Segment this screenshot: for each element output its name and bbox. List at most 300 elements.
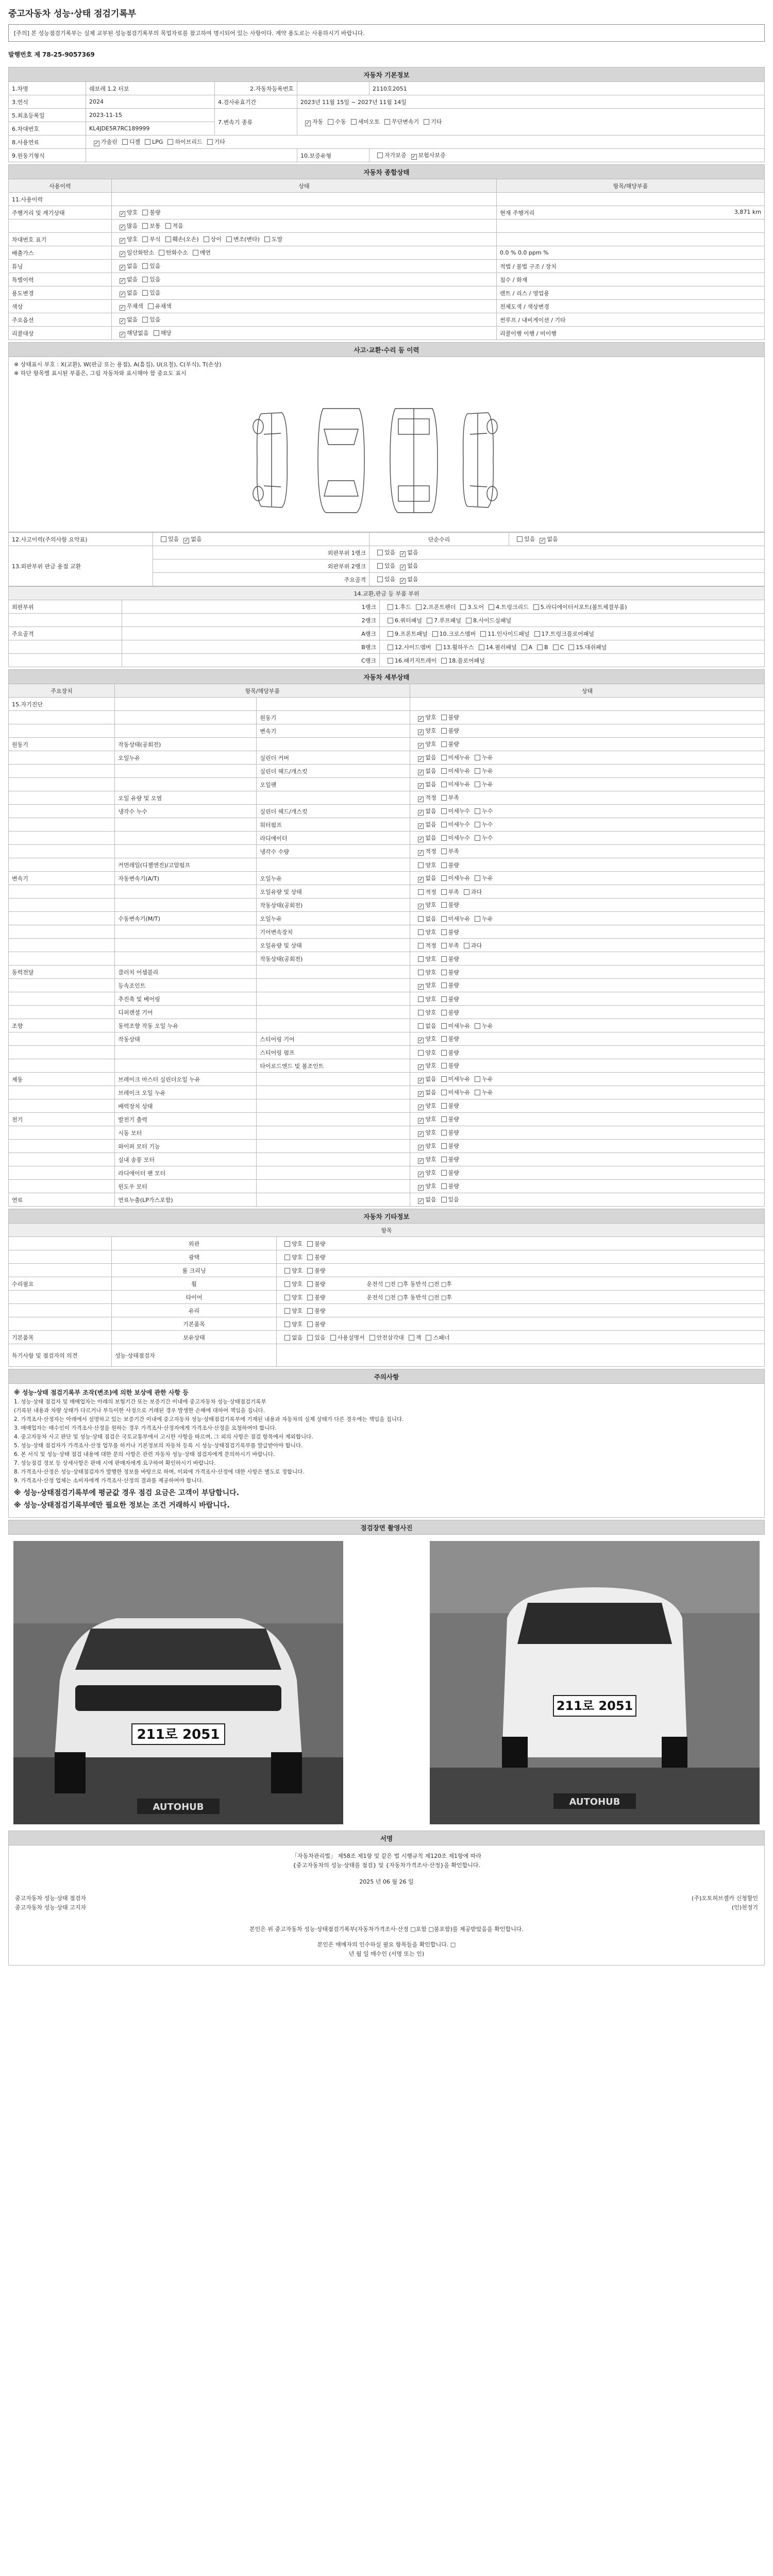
checkbox-icon[interactable] bbox=[418, 850, 424, 856]
checkbox-icon[interactable] bbox=[441, 916, 447, 922]
option-0[interactable]: ✓ 해당없음 bbox=[115, 330, 149, 336]
option-0[interactable]: 있음 bbox=[373, 549, 395, 556]
option-2[interactable]: 누유 bbox=[470, 768, 493, 774]
option-0[interactable]: 없음 bbox=[413, 1023, 436, 1029]
checkbox-icon[interactable] bbox=[183, 538, 189, 544]
option-0[interactable]: ✓ 가솔린 bbox=[89, 139, 117, 145]
checkbox-icon[interactable] bbox=[305, 121, 311, 126]
checkbox-icon[interactable] bbox=[351, 119, 357, 125]
checkbox-icon[interactable] bbox=[307, 1268, 313, 1274]
checkbox-icon[interactable] bbox=[441, 1090, 447, 1095]
checkbox-icon[interactable] bbox=[307, 1281, 313, 1287]
option-0[interactable]: ✓ 없음 bbox=[413, 1076, 436, 1082]
option-0[interactable]: ✓ 없음 bbox=[413, 835, 436, 841]
option-0[interactable]: 12.사이드멤버 bbox=[383, 644, 431, 651]
checkbox-icon[interactable] bbox=[534, 631, 540, 637]
checkbox-icon[interactable] bbox=[193, 250, 198, 256]
checkbox-icon[interactable] bbox=[475, 808, 480, 814]
checkbox-icon[interactable] bbox=[517, 536, 523, 542]
option-1[interactable]: ✓ 보험사보증 bbox=[407, 152, 446, 159]
checkbox-icon[interactable] bbox=[418, 1064, 424, 1070]
option-1[interactable]: 불량 bbox=[436, 1009, 459, 1016]
checkbox-icon[interactable] bbox=[388, 645, 393, 650]
checkbox-icon[interactable] bbox=[307, 1241, 313, 1247]
checkbox-icon[interactable] bbox=[418, 1118, 424, 1124]
checkbox-icon[interactable] bbox=[441, 956, 447, 962]
checkbox-icon[interactable] bbox=[441, 943, 447, 948]
checkbox-icon[interactable] bbox=[307, 1255, 313, 1260]
option-1[interactable]: 있음 bbox=[138, 316, 160, 323]
checkbox-icon[interactable] bbox=[377, 152, 383, 158]
option-3[interactable]: 상이 bbox=[199, 236, 222, 243]
option-0[interactable]: 양호 bbox=[413, 929, 436, 936]
option-0[interactable]: ✓ 없음 bbox=[115, 290, 138, 296]
checkbox-icon[interactable] bbox=[94, 141, 99, 146]
checkbox-icon[interactable] bbox=[284, 1268, 290, 1274]
option-1[interactable]: ✓ 없음 bbox=[395, 576, 418, 583]
option-1[interactable]: 불량 bbox=[303, 1294, 325, 1301]
checkbox-icon[interactable] bbox=[441, 1183, 447, 1189]
checkbox-icon[interactable] bbox=[226, 236, 232, 242]
option-0[interactable]: 있음 bbox=[512, 536, 535, 543]
checkbox-icon[interactable] bbox=[441, 996, 447, 1002]
checkbox-icon[interactable] bbox=[553, 645, 559, 650]
option-0[interactable]: 양호 bbox=[413, 1009, 436, 1016]
checkbox-icon[interactable] bbox=[161, 536, 166, 542]
checkbox-icon[interactable] bbox=[411, 154, 417, 160]
option-0[interactable]: ✓ 양호 bbox=[413, 741, 436, 748]
checkbox-icon[interactable] bbox=[142, 223, 148, 229]
checkbox-icon[interactable] bbox=[120, 265, 125, 270]
checkbox-icon[interactable] bbox=[416, 604, 422, 610]
checkbox-icon[interactable] bbox=[424, 119, 429, 125]
option-1[interactable]: 탄화수소 bbox=[154, 249, 188, 256]
checkbox-icon[interactable] bbox=[159, 250, 164, 256]
option-1[interactable]: 불량 bbox=[303, 1267, 325, 1274]
option-0[interactable]: ✓ 없음 bbox=[413, 1196, 436, 1203]
checkbox-icon[interactable] bbox=[145, 139, 150, 145]
option-0[interactable]: ✓ 적정 bbox=[413, 794, 436, 801]
checkbox-icon[interactable] bbox=[418, 943, 424, 948]
option-1[interactable]: 18.플로어패널 bbox=[436, 657, 485, 664]
checkbox-icon[interactable] bbox=[418, 1158, 424, 1164]
checkbox-icon[interactable] bbox=[441, 782, 447, 787]
checkbox-icon[interactable] bbox=[418, 823, 424, 829]
checkbox-icon[interactable] bbox=[441, 1076, 447, 1082]
option-1[interactable]: 미세누유 bbox=[436, 1089, 470, 1096]
option-2[interactable]: 세미오토 bbox=[346, 118, 380, 125]
checkbox-icon[interactable] bbox=[441, 929, 447, 935]
checkbox-icon[interactable] bbox=[475, 835, 480, 841]
checkbox-icon[interactable] bbox=[120, 305, 125, 311]
option-5[interactable]: C bbox=[548, 644, 564, 651]
checkbox-icon[interactable] bbox=[418, 1131, 424, 1137]
checkbox-icon[interactable] bbox=[418, 756, 424, 762]
checkbox-icon[interactable] bbox=[418, 1038, 424, 1043]
option-1[interactable]: 보통 bbox=[138, 223, 160, 229]
option-0[interactable]: ✓ 없음 bbox=[115, 316, 138, 323]
option-2[interactable]: 누수 bbox=[470, 808, 493, 815]
checkbox-icon[interactable] bbox=[441, 1143, 447, 1149]
option-1[interactable]: ✓ 없음 bbox=[535, 536, 558, 543]
option-0[interactable]: ✓ 양호 bbox=[413, 1183, 436, 1190]
option-2[interactable]: 누유 bbox=[470, 916, 493, 922]
option-0[interactable]: ✓ 양호 bbox=[413, 1062, 436, 1069]
option-1[interactable]: 불량 bbox=[436, 1036, 459, 1042]
option-1[interactable]: 있음 bbox=[303, 1334, 325, 1341]
checkbox-icon[interactable] bbox=[377, 577, 383, 582]
checkbox-icon[interactable] bbox=[284, 1255, 290, 1260]
option-1[interactable]: 불량 bbox=[303, 1308, 325, 1314]
checkbox-icon[interactable] bbox=[120, 225, 125, 230]
option-1[interactable]: 미세누유 bbox=[436, 875, 470, 882]
checkbox-icon[interactable] bbox=[388, 631, 393, 637]
option-3[interactable]: 안전삼각대 bbox=[365, 1334, 404, 1341]
option-1[interactable]: 부족 bbox=[436, 889, 459, 895]
checkbox-icon[interactable] bbox=[120, 278, 125, 284]
checkbox-icon[interactable] bbox=[167, 139, 173, 145]
option-1[interactable]: 미세누유 bbox=[436, 781, 470, 788]
option-1[interactable]: 불량 bbox=[303, 1241, 325, 1247]
checkbox-icon[interactable] bbox=[441, 1170, 447, 1176]
checkbox-icon[interactable] bbox=[369, 1335, 375, 1341]
checkbox-icon[interactable] bbox=[418, 837, 424, 842]
checkbox-icon[interactable] bbox=[441, 822, 447, 827]
checkbox-icon[interactable] bbox=[441, 768, 447, 774]
checkbox-icon[interactable] bbox=[418, 862, 424, 868]
option-3[interactable]: 무단변속기 bbox=[380, 118, 419, 125]
option-1[interactable]: 불량 bbox=[436, 929, 459, 936]
checkbox-icon[interactable] bbox=[418, 730, 424, 735]
checkbox-icon[interactable] bbox=[475, 1023, 480, 1029]
option-1[interactable]: 불량 bbox=[436, 1143, 459, 1149]
option-0[interactable]: 양호 bbox=[413, 862, 436, 869]
checkbox-icon[interactable] bbox=[377, 563, 383, 569]
checkbox-icon[interactable] bbox=[427, 618, 432, 623]
checkbox-icon[interactable] bbox=[441, 808, 447, 814]
option-4[interactable]: 잭 bbox=[404, 1334, 422, 1341]
checkbox-icon[interactable] bbox=[441, 982, 447, 988]
option-0[interactable]: ✓ 양호 bbox=[413, 714, 436, 721]
option-1[interactable]: 부족 bbox=[436, 848, 459, 855]
option-1[interactable]: 불량 bbox=[436, 1103, 459, 1109]
checkbox-icon[interactable] bbox=[418, 916, 424, 922]
option-2[interactable]: 누유 bbox=[470, 754, 493, 761]
checkbox-icon[interactable] bbox=[418, 1050, 424, 1056]
checkbox-icon[interactable] bbox=[165, 236, 171, 242]
option-0[interactable]: ✓ 양호 bbox=[413, 727, 436, 734]
option-1[interactable]: 불량 bbox=[436, 862, 459, 869]
checkbox-icon[interactable] bbox=[307, 1295, 313, 1300]
checkbox-icon[interactable] bbox=[204, 236, 209, 242]
option-1[interactable]: 미세누수 bbox=[436, 808, 470, 815]
option-1[interactable]: 불량 bbox=[436, 727, 459, 734]
checkbox-icon[interactable] bbox=[441, 795, 447, 801]
option-1[interactable]: 불량 bbox=[436, 902, 459, 908]
checkbox-icon[interactable] bbox=[418, 929, 424, 935]
option-2[interactable]: 사용설명서 bbox=[326, 1334, 365, 1341]
option-0[interactable]: 9.프론트패널 bbox=[383, 631, 428, 637]
option-0[interactable]: ✓ 양호 bbox=[413, 1036, 436, 1042]
checkbox-icon[interactable] bbox=[432, 631, 438, 637]
option-2[interactable]: 과다 bbox=[459, 942, 482, 949]
option-1[interactable]: 13.휠하우스 bbox=[431, 644, 474, 651]
option-2[interactable]: 적음 bbox=[161, 223, 183, 229]
checkbox-icon[interactable] bbox=[441, 1116, 447, 1122]
checkbox-icon[interactable] bbox=[418, 904, 424, 909]
checkbox-icon[interactable] bbox=[441, 755, 447, 760]
checkbox-icon[interactable] bbox=[441, 1023, 447, 1029]
option-1[interactable]: 있음 bbox=[436, 1196, 459, 1203]
checkbox-icon[interactable] bbox=[330, 1335, 336, 1341]
option-1[interactable]: 부족 bbox=[436, 794, 459, 801]
checkbox-icon[interactable] bbox=[120, 251, 125, 257]
checkbox-icon[interactable] bbox=[464, 943, 469, 948]
checkbox-icon[interactable] bbox=[388, 618, 393, 623]
option-1[interactable]: 있음 bbox=[138, 290, 160, 296]
checkbox-icon[interactable] bbox=[388, 604, 393, 610]
checkbox-icon[interactable] bbox=[284, 1241, 290, 1247]
checkbox-icon[interactable] bbox=[441, 1063, 447, 1069]
checkbox-icon[interactable] bbox=[466, 618, 472, 623]
checkbox-icon[interactable] bbox=[307, 1321, 313, 1327]
checkbox-icon[interactable] bbox=[120, 211, 125, 217]
option-1[interactable]: 불량 bbox=[436, 1062, 459, 1069]
option-2[interactable]: 11.인사이드패널 bbox=[476, 631, 529, 637]
option-0[interactable]: ✓ 양호 bbox=[413, 1156, 436, 1163]
option-0[interactable]: ✓ 없음 bbox=[413, 768, 436, 774]
option-0[interactable]: ✓많음 bbox=[115, 223, 138, 229]
option-0[interactable]: ✓ 양호 bbox=[115, 236, 138, 243]
option-1[interactable]: 불량 bbox=[436, 714, 459, 721]
checkbox-icon[interactable] bbox=[400, 551, 406, 557]
option-2[interactable]: 14.필러패널 bbox=[474, 644, 517, 651]
option-2[interactable]: 과다 bbox=[459, 889, 482, 895]
checkbox-icon[interactable] bbox=[441, 1130, 447, 1136]
option-0[interactable]: 양호 bbox=[413, 969, 436, 976]
checkbox-icon[interactable] bbox=[537, 645, 543, 650]
option-2[interactable]: 누유 bbox=[470, 875, 493, 882]
option-4[interactable]: 5.라디에이터서포트(볼트체결부품) bbox=[529, 604, 627, 611]
option-0[interactable]: ✓ 양호 bbox=[413, 1116, 436, 1123]
checkbox-icon[interactable] bbox=[284, 1321, 290, 1327]
option-2[interactable]: 훼손(오손) bbox=[161, 236, 199, 243]
checkbox-icon[interactable] bbox=[418, 1185, 424, 1191]
checkbox-icon[interactable] bbox=[418, 1091, 424, 1097]
checkbox-icon[interactable] bbox=[142, 210, 148, 215]
checkbox-icon[interactable] bbox=[441, 970, 447, 975]
option-0[interactable]: 양호 bbox=[413, 1049, 436, 1056]
checkbox-icon[interactable] bbox=[418, 956, 424, 962]
checkbox-icon[interactable] bbox=[284, 1335, 290, 1341]
option-1[interactable]: 미세누유 bbox=[436, 1023, 470, 1029]
checkbox-icon[interactable] bbox=[426, 1335, 431, 1341]
option-0[interactable]: ✓ 없음 bbox=[413, 1089, 436, 1096]
option-1[interactable]: 불량 bbox=[303, 1281, 325, 1287]
option-1[interactable]: 불량 bbox=[436, 982, 459, 989]
checkbox-icon[interactable] bbox=[475, 1090, 480, 1095]
checkbox-icon[interactable] bbox=[284, 1295, 290, 1300]
option-0[interactable]: 있음 bbox=[373, 576, 395, 583]
checkbox-icon[interactable] bbox=[142, 290, 148, 296]
checkbox-icon[interactable] bbox=[409, 1335, 414, 1341]
option-1[interactable]: 있음 bbox=[138, 276, 160, 283]
checkbox-icon[interactable] bbox=[441, 1157, 447, 1162]
checkbox-icon[interactable] bbox=[441, 658, 447, 664]
option-1[interactable]: 부식 bbox=[138, 236, 160, 243]
checkbox-icon[interactable] bbox=[142, 236, 148, 242]
checkbox-icon[interactable] bbox=[441, 1103, 447, 1109]
checkbox-icon[interactable] bbox=[384, 119, 390, 125]
option-2[interactable]: 누수 bbox=[470, 835, 493, 841]
checkbox-icon[interactable] bbox=[142, 317, 148, 323]
checkbox-icon[interactable] bbox=[400, 565, 406, 570]
option-1[interactable]: ✓ 없음 bbox=[395, 549, 418, 556]
option-1[interactable]: 불량 bbox=[303, 1321, 325, 1328]
option-2[interactable]: 누유 bbox=[470, 781, 493, 788]
checkbox-icon[interactable] bbox=[441, 849, 447, 854]
checkbox-icon[interactable] bbox=[460, 604, 466, 610]
checkbox-icon[interactable] bbox=[475, 755, 480, 760]
option-2[interactable]: LPG bbox=[140, 139, 163, 145]
option-1[interactable]: 있음 bbox=[138, 263, 160, 269]
option-0[interactable]: 없음 bbox=[413, 916, 436, 922]
checkbox-icon[interactable] bbox=[142, 277, 148, 282]
option-1[interactable]: 미세누수 bbox=[436, 821, 470, 828]
option-4[interactable]: 기타 bbox=[419, 118, 442, 125]
option-1[interactable]: 불량 bbox=[436, 956, 459, 962]
option-3[interactable]: 4.트렁크리드 bbox=[484, 604, 529, 611]
checkbox-icon[interactable] bbox=[489, 604, 494, 610]
option-1[interactable]: 미세누수 bbox=[436, 835, 470, 841]
checkbox-icon[interactable] bbox=[441, 875, 447, 881]
checkbox-icon[interactable] bbox=[441, 741, 447, 747]
option-1[interactable]: 7.루프패널 bbox=[422, 617, 461, 624]
option-0[interactable]: ✓ 양호 bbox=[413, 902, 436, 908]
option-0[interactable]: ✓ 양호 bbox=[413, 1103, 436, 1109]
checkbox-icon[interactable] bbox=[377, 550, 383, 555]
checkbox-icon[interactable] bbox=[154, 330, 159, 336]
checkbox-icon[interactable] bbox=[436, 645, 442, 650]
option-1[interactable]: 미세누유 bbox=[436, 916, 470, 922]
option-0[interactable]: ✓ 양호 bbox=[413, 1143, 436, 1149]
option-1[interactable]: 불량 bbox=[303, 1254, 325, 1261]
option-3[interactable]: 하이브리드 bbox=[163, 139, 202, 145]
checkbox-icon[interactable] bbox=[475, 782, 480, 787]
option-1[interactable]: 디젤 bbox=[117, 139, 140, 145]
option-0[interactable]: ✓ 양호 bbox=[115, 209, 138, 216]
checkbox-icon[interactable] bbox=[540, 538, 545, 544]
checkbox-icon[interactable] bbox=[418, 877, 424, 883]
option-0[interactable]: 6.쿼터패널 bbox=[383, 617, 422, 624]
checkbox-icon[interactable] bbox=[165, 223, 171, 229]
option-0[interactable]: ✓ 적정 bbox=[413, 848, 436, 855]
option-0[interactable]: 1.후드 bbox=[383, 604, 411, 611]
checkbox-icon[interactable] bbox=[418, 1105, 424, 1110]
option-1[interactable]: 부족 bbox=[436, 942, 459, 949]
checkbox-icon[interactable] bbox=[418, 889, 424, 895]
checkbox-icon[interactable] bbox=[307, 1308, 313, 1314]
checkbox-icon[interactable] bbox=[418, 1023, 424, 1029]
checkbox-icon[interactable] bbox=[475, 916, 480, 922]
checkbox-icon[interactable] bbox=[533, 604, 539, 610]
option-0[interactable]: ✓ 없음 bbox=[413, 808, 436, 815]
option-5[interactable]: 도말 bbox=[260, 236, 282, 243]
option-0[interactable]: ✓ 양호 bbox=[413, 1129, 436, 1136]
checkbox-icon[interactable] bbox=[284, 1308, 290, 1314]
checkbox-icon[interactable] bbox=[441, 889, 447, 895]
option-5[interactable]: 스패너 bbox=[421, 1334, 449, 1341]
checkbox-icon[interactable] bbox=[464, 889, 469, 895]
checkbox-icon[interactable] bbox=[418, 1145, 424, 1150]
checkbox-icon[interactable] bbox=[418, 1078, 424, 1083]
option-0[interactable]: 양호 bbox=[280, 1294, 303, 1301]
option-2[interactable]: 누수 bbox=[470, 821, 493, 828]
option-0[interactable]: 양호 bbox=[280, 1321, 303, 1328]
option-0[interactable]: 양호 bbox=[413, 996, 436, 1003]
option-1[interactable]: 불량 bbox=[436, 969, 459, 976]
option-0[interactable]: 양호 bbox=[280, 1267, 303, 1274]
option-0[interactable]: ✓ 양호 bbox=[413, 982, 436, 989]
option-0[interactable]: ✓ 무채색 bbox=[115, 303, 143, 310]
checkbox-icon[interactable] bbox=[418, 1172, 424, 1177]
option-1[interactable]: 불량 bbox=[436, 1156, 459, 1163]
checkbox-icon[interactable] bbox=[475, 768, 480, 774]
option-0[interactable]: ✓ 없음 bbox=[115, 263, 138, 269]
option-1[interactable]: ✓ 없음 bbox=[395, 563, 418, 569]
option-1[interactable]: 10.크로스멤버 bbox=[428, 631, 476, 637]
checkbox-icon[interactable] bbox=[120, 318, 125, 324]
option-1[interactable]: 2.프론트펜더 bbox=[411, 604, 456, 611]
checkbox-icon[interactable] bbox=[400, 578, 406, 584]
option-1[interactable]: 유채색 bbox=[143, 303, 172, 310]
option-0[interactable]: 있음 bbox=[156, 536, 179, 543]
checkbox-icon[interactable] bbox=[568, 645, 574, 650]
option-4[interactable]: 기타 bbox=[203, 139, 225, 145]
checkbox-icon[interactable] bbox=[418, 984, 424, 990]
checkbox-icon[interactable] bbox=[441, 728, 447, 734]
checkbox-icon[interactable] bbox=[441, 1050, 447, 1056]
option-0[interactable]: 적정 bbox=[413, 889, 436, 895]
checkbox-icon[interactable] bbox=[418, 996, 424, 1002]
checkbox-icon[interactable] bbox=[418, 1198, 424, 1204]
option-1[interactable]: 수동 bbox=[323, 118, 346, 125]
option-0[interactable]: 양호 bbox=[280, 1308, 303, 1314]
checkbox-icon[interactable] bbox=[441, 715, 447, 720]
checkbox-icon[interactable] bbox=[441, 1197, 447, 1202]
checkbox-icon[interactable] bbox=[328, 119, 333, 125]
option-0[interactable]: 양호 bbox=[280, 1254, 303, 1261]
checkbox-icon[interactable] bbox=[418, 796, 424, 802]
checkbox-icon[interactable] bbox=[475, 1076, 480, 1082]
option-1[interactable]: 불량 bbox=[436, 741, 459, 748]
option-0[interactable]: 자가보증 bbox=[373, 152, 407, 159]
option-2[interactable]: 누유 bbox=[470, 1089, 493, 1096]
checkbox-icon[interactable] bbox=[418, 970, 424, 975]
option-0[interactable]: ✓ 없음 bbox=[115, 276, 138, 283]
option-1[interactable]: 미세누유 bbox=[436, 754, 470, 761]
checkbox-icon[interactable] bbox=[441, 1010, 447, 1015]
option-1[interactable]: 불량 bbox=[138, 209, 160, 216]
option-1[interactable]: 해당 bbox=[149, 330, 172, 336]
checkbox-icon[interactable] bbox=[418, 716, 424, 722]
checkbox-icon[interactable] bbox=[418, 810, 424, 816]
checkbox-icon[interactable] bbox=[522, 645, 527, 650]
checkbox-icon[interactable] bbox=[418, 743, 424, 749]
option-2[interactable]: 3.도어 bbox=[456, 604, 484, 611]
checkbox-icon[interactable] bbox=[207, 139, 213, 145]
option-0[interactable]: ✓ 없음 bbox=[413, 754, 436, 761]
